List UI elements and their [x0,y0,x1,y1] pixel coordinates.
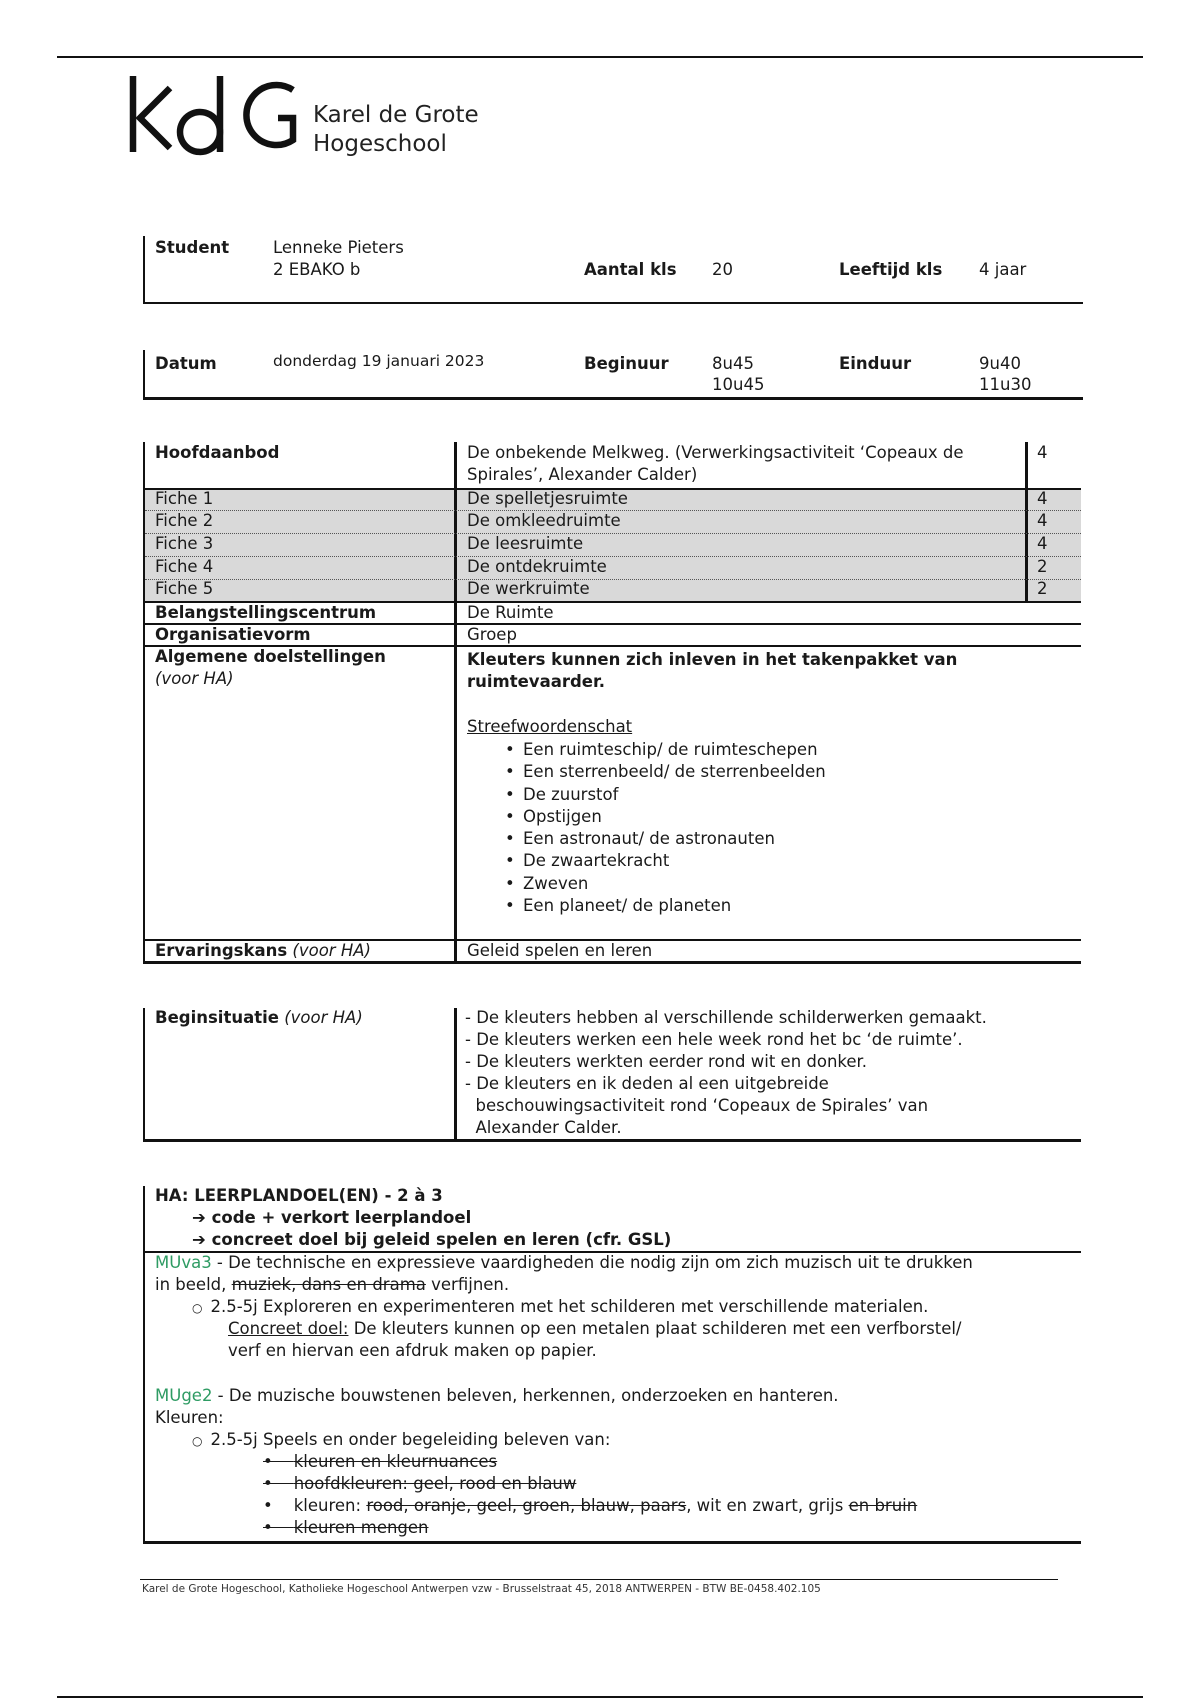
footer-text: Karel de Grote Hogeschool, Katholieke Hogeschool Antwerpen vzw - Brusselstraat 45, 2018 ANTWERPEN - BTW BE-0458.402.105 [142,1583,821,1595]
woord-item: • Een sterrenbeeld/ de sterrenbeelden [523,761,826,783]
kleur-item-3-strike: rood, oranje, geel, groen, blauw, paars [366,1496,687,1515]
muva3-sub-text: 2.5-5j Exploreren en experimenteren met het schilderen met verschillende materialen. [210,1297,929,1316]
hoofdaanbod-line2: Spirales’, Alexander Calder) [467,465,698,484]
begin-sub: (voor HA) [284,1008,363,1027]
table-bottom-border [143,961,1081,964]
fiche-2-num: 4 [1037,511,1048,530]
student-bottom-border [143,302,1083,304]
muge2-text: - De muzische bouwstenen beleven, herkennen, onderzoeken en hanteren. [212,1386,839,1405]
woord-item: • Opstijgen [523,806,826,828]
leeftijd-value: 4 jaar [979,260,1027,279]
woordenschat-list [467,739,826,917]
einduur-label: Einduur [839,354,912,373]
beginuur-2: 10u45 [712,375,765,394]
ervaring-label: Ervaringskans [155,941,288,960]
doel-line1: Kleuters kunnen zich inleven in het takenpakket van [467,650,958,669]
doel-label: Algemene doelstellingen [155,647,386,666]
bottom-rule [57,1696,1143,1698]
belang-label: Belangstellingscentrum [155,603,377,622]
table-left-border [143,442,145,964]
leerplan-bottom-border [143,1541,1081,1544]
fiche-separator [145,556,1081,557]
kdg-logo-mark [128,74,303,156]
fiche-1-label: Fiche 1 [155,489,214,508]
leeftijd-label: Leeftijd kls [839,260,943,279]
fiche-3-num: 4 [1037,534,1048,553]
begin-label: Beginsituatie [155,1008,279,1027]
fiche-separator [145,533,1081,534]
fiche-separator [145,579,1081,580]
fiche-5-label: Fiche 5 [155,579,214,598]
muva3-line1 [155,1253,973,1272]
ervaring-label-group [155,941,371,960]
woord-item: • Een ruimteschip/ de ruimteschepen [523,739,826,761]
muva3-pre: in beeld, [155,1275,232,1294]
ervaring-value: Geleid spelen en leren [467,941,653,960]
fiche-4-num: 2 [1037,557,1048,576]
begin-left-border [143,1008,145,1142]
leerplan-arrow-1 [192,1208,471,1227]
logo-wordmark [313,101,479,159]
kleur-item-2 [263,1474,576,1493]
leerplan-arrow-2 [192,1230,671,1249]
circle-bullet-icon: ○ [192,1434,203,1448]
muge2-sub-text: 2.5-5j Speels en onder begeleiding beleven van: [210,1430,611,1449]
doel-line2: ruimtevaarder. [467,672,606,691]
kleuren-label: Kleuren: [155,1408,224,1427]
table-mid-border [454,442,457,964]
hoofdaanbod-num: 4 [1037,443,1048,462]
muva3-strike: muziek, dans en drama [231,1275,426,1294]
begin-line-4: - De kleuters en ik deden al een uitgebreide [465,1074,829,1093]
kleur-item-3-mid: , wit en zwart, grijs [686,1496,849,1515]
beginuur-1: 8u45 [712,354,754,373]
einduur-1: 9u40 [979,354,1021,373]
begin-line-3: - De kleuters werkten eerder rond wit en donker. [465,1052,868,1071]
woord-item: • Een planeet/ de planeten [523,895,826,917]
kleur-item-4-text: kleuren mengen [293,1518,429,1537]
top-rule [57,56,1143,58]
fiche-1-value: De spelletjesruimte [467,489,628,508]
muge2-line1 [155,1386,839,1405]
kdg-logo [128,74,303,160]
footer-rule [140,1579,1058,1580]
logo-line1: Karel de Grote [313,102,479,128]
belang-value: De Ruimte [467,603,554,622]
beginuur-label: Beginuur [584,354,669,373]
arrow-right-icon: ➔ [192,1230,206,1249]
kleur-item-3-pre: kleuren: [293,1496,367,1515]
concreet-text: De kleuters kunnen op een metalen plaat schilderen met een verfborstel/ [348,1319,962,1338]
aantal-value: 20 [712,260,733,279]
aantal-label: Aantal kls [584,260,677,279]
kleur-item-3 [263,1496,917,1515]
student-class: 2 EBAKO b [273,260,361,279]
fiche-5-num: 2 [1037,579,1048,598]
begin-bottom-border [143,1139,1081,1142]
woord-item: • De zuurstof [523,784,826,806]
leerplan-left-border [143,1186,145,1544]
fiche-2-value: De omkleedruimte [467,511,621,530]
concreet-label: Concreet doel: [228,1319,349,1338]
datum-label: Datum [155,354,217,373]
student-name: Lenneke Pieters [273,238,404,257]
bullet-icon: • [263,1518,294,1537]
datum-bottom-border [143,397,1083,400]
ervaring-sub: (voor HA) [292,941,371,960]
fiche-3-label: Fiche 3 [155,534,214,553]
begin-line-1: - De kleuters hebben al verschillende schilderwerken gemaakt. [465,1008,987,1027]
woordenschat-label: Streefwoordenschat [467,717,633,736]
bullet-icon: • [263,1474,294,1493]
organisatie-label: Organisatievorm [155,625,311,644]
kleur-item-1-text: kleuren en kleurnuances [293,1452,498,1471]
hoofdaanbod-line1: De onbekende Melkweg. (Verwerkingsactiviteit ‘Copeaux de [467,443,964,462]
fiche-5-value: De werkruimte [467,579,590,598]
fiche-4-value: De ontdekruimte [467,557,607,576]
fiche-4-label: Fiche 4 [155,557,214,576]
fiche-2-label: Fiche 2 [155,511,214,530]
hoofdaanbod-label: Hoofdaanbod [155,443,280,462]
bullet-icon: • [263,1452,294,1471]
student-label: Student [155,238,230,257]
datum-value: donderdag 19 januari 2023 [273,352,485,370]
muva3-post: verfijnen. [425,1275,510,1294]
doel-sub: (voor HA) [155,669,234,688]
muva3-line2 [155,1275,509,1294]
arrow-right-icon: ➔ [192,1208,206,1227]
organisatie-value: Groep [467,625,517,644]
leerplan-title: HA: LEERPLANDOEL(EN) - 2 à 3 [155,1186,443,1205]
concreet-line1 [228,1319,961,1338]
begin-line-6: Alexander Calder. [465,1118,622,1137]
kleur-item-3-strike2: en bruin [848,1496,918,1515]
begin-line-2: - De kleuters werken een hele week rond het bc ‘de ruimte’. [465,1030,963,1049]
begin-line-5: beschouwingsactiviteit rond ‘Copeaux de Spirales’ van [465,1096,929,1115]
muva3-text: - De technische en expressieve vaardigheden die nodig zijn om zich muzisch uit te drukken [211,1253,973,1272]
fiche-1-num: 4 [1037,489,1048,508]
kleur-item-4 [263,1518,429,1537]
datum-left-border [143,350,145,400]
begin-label-group [155,1008,363,1027]
circle-bullet-icon: ○ [192,1301,203,1315]
begin-mid-border [454,1008,457,1142]
muva3-sub [192,1297,928,1316]
muge2-sub [192,1430,610,1449]
woord-item: • Zweven [523,873,826,895]
kleur-item-2-text: hoofdkleuren: geel, rood en blauw [293,1474,577,1493]
woord-item: • De zwaartekracht [523,850,826,872]
fiche-3-value: De leesruimte [467,534,584,553]
einduur-2: 11u30 [979,375,1032,394]
code-muva3: MUva3 [155,1253,212,1272]
logo-line2: Hogeschool [313,131,447,157]
woord-item: • Een astronaut/ de astronauten [523,828,826,850]
student-left-border [143,236,145,304]
concreet-line2: verf en hiervan een afdruk maken op papier. [228,1341,597,1360]
arrow-2-text: concreet doel bij geleid spelen en leren (cfr. GSL) [211,1230,672,1249]
kleur-item-1 [263,1452,497,1471]
code-muge2: MUge2 [155,1386,213,1405]
arrow-1-text: code + verkort leerplandoel [211,1208,472,1227]
bullet-icon: • [263,1496,294,1515]
